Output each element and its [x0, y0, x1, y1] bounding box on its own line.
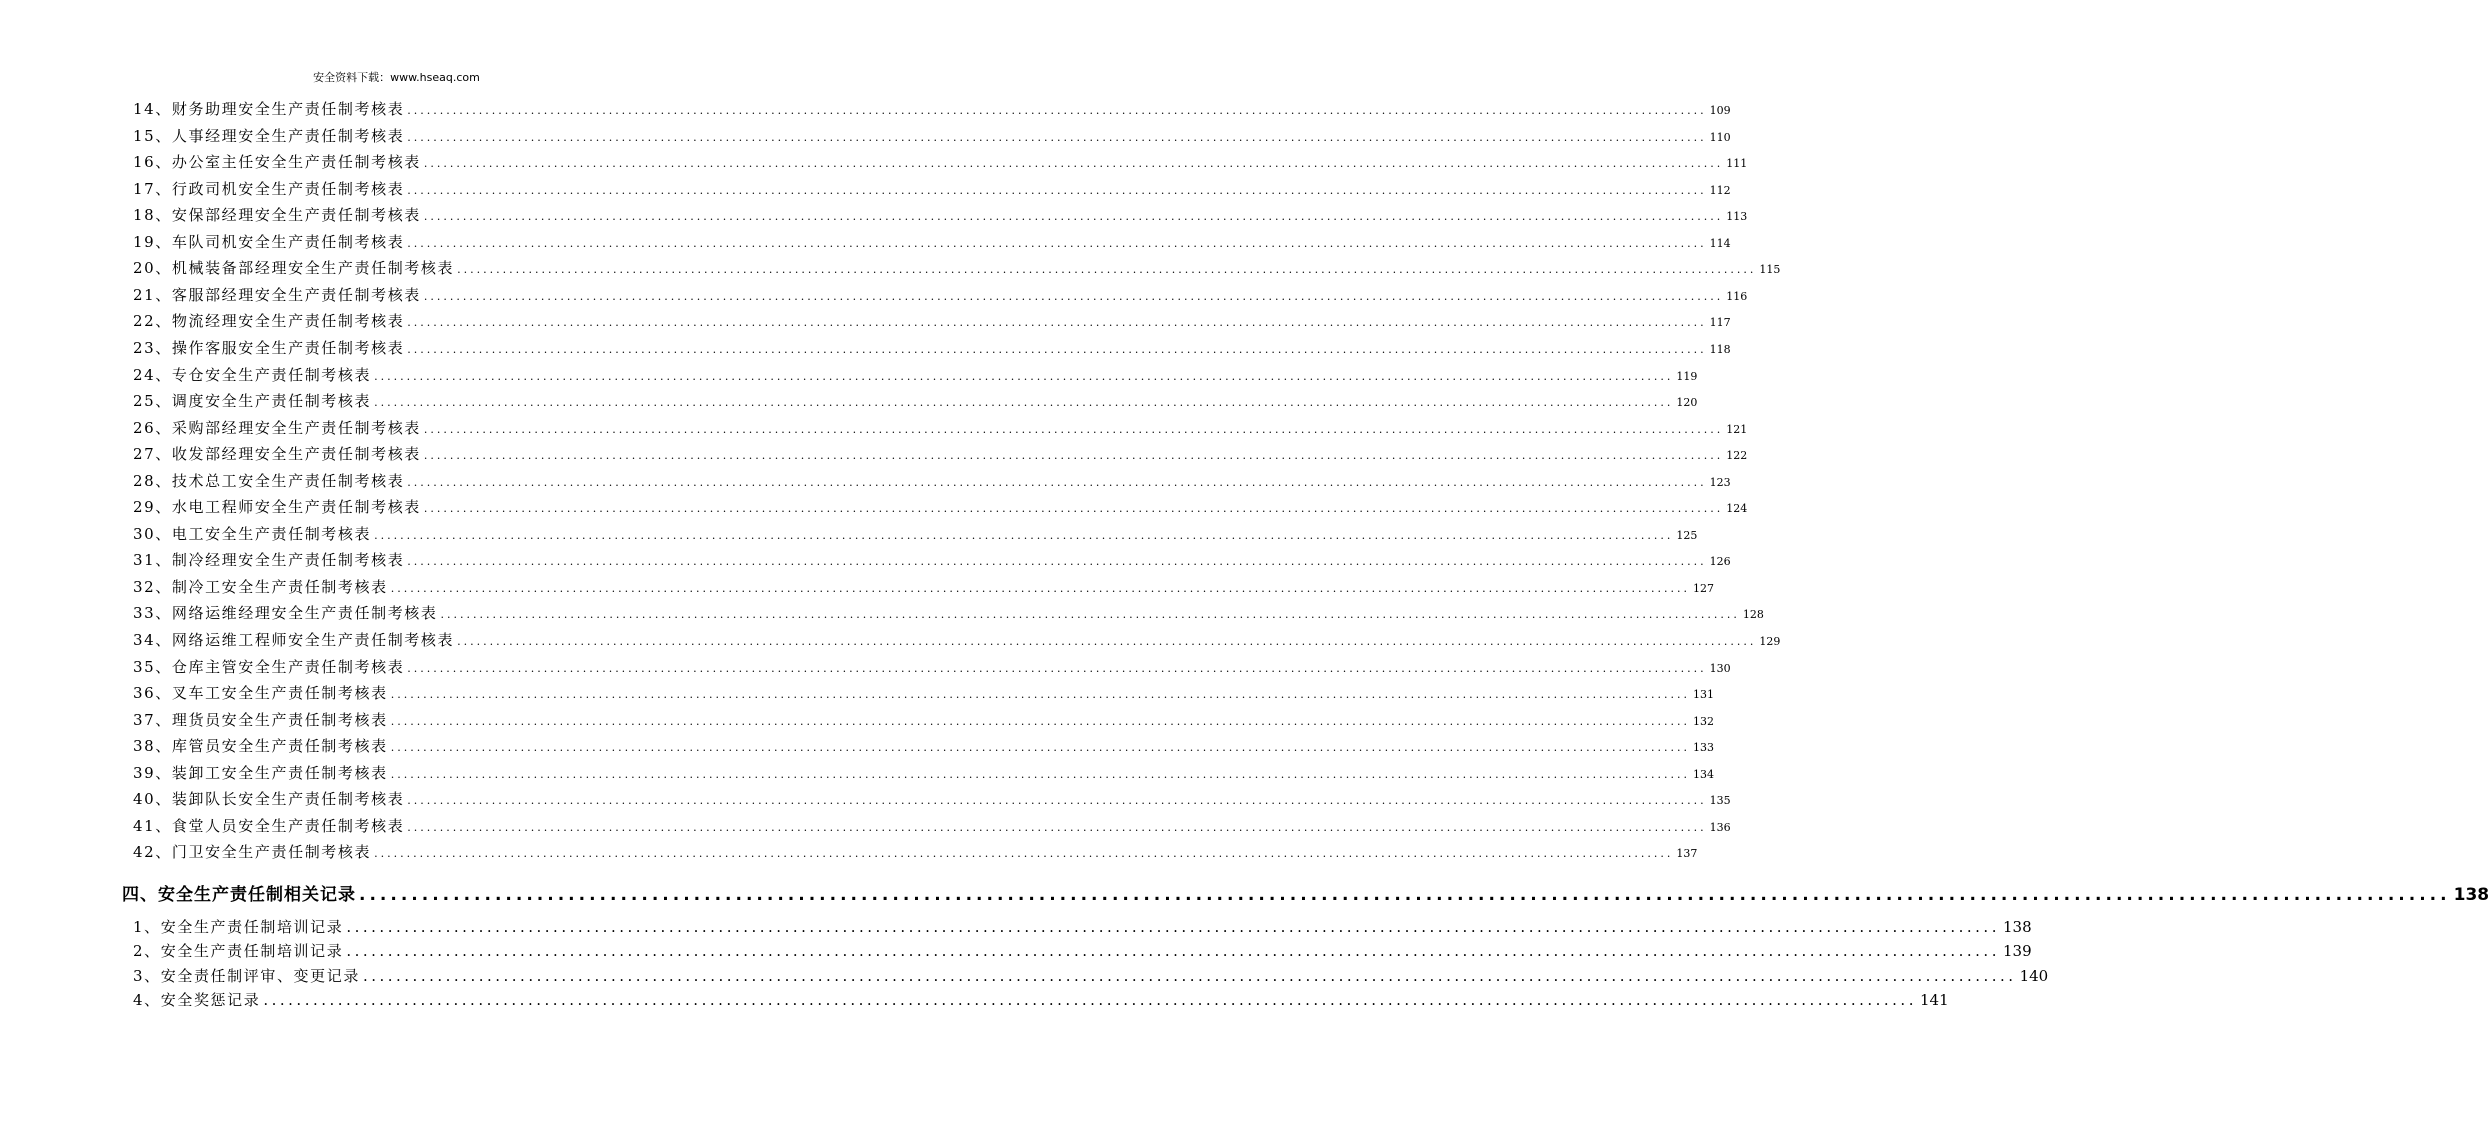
toc-entry-page: 112 [1709, 183, 1731, 197]
toc-leader-dots: ........................................................................................................................................................................................................ [423, 157, 1724, 171]
toc-leader-dots: ........................................................................................................................................................................................................ [346, 918, 2000, 936]
toc-entry[interactable] [133, 417, 1748, 441]
toc-entry[interactable] [133, 443, 1748, 467]
toc-entry-page: 131 [1693, 688, 1715, 702]
toc-entry-label: 3、安全责任制评审、变更记录 [133, 966, 360, 985]
toc-entry[interactable] [133, 125, 1731, 149]
toc-leader-dots: ........................................................................................................................................................................................................ [407, 104, 1707, 117]
toc-leader-dots: ........................................................................................................................................................................................................ [359, 885, 2451, 905]
toc-leader-dots: ........................................................................................................................................................................................................ [374, 396, 1674, 410]
toc-entry-page: 120 [1676, 396, 1698, 410]
toc-entry-label: 28、技术总工安全生产责任制考核表 [133, 471, 405, 490]
toc-entry-page: 114 [1709, 236, 1731, 250]
toc-entry[interactable] [133, 735, 1715, 759]
toc-entry[interactable] [133, 231, 1731, 255]
toc-entry-label: 41、食堂人员安全生产责任制考核表 [133, 816, 405, 835]
toc-entry-label: 20、机械装备部经理安全生产责任制考核表 [133, 259, 455, 278]
toc-entry[interactable] [133, 629, 1781, 653]
toc-section-entry[interactable] [133, 989, 1949, 1010]
toc-entry-label: 17、行政司机安全生产责任制考核表 [133, 179, 405, 198]
toc-leader-dots: ........................................................................................................................................................................................................ [390, 741, 1691, 755]
toc-entry[interactable] [133, 496, 1748, 520]
toc-entry-label: 15、人事经理安全生产责任制考核表 [133, 126, 405, 145]
toc-leader-dots: ........................................................................................................................................................................................................ [423, 289, 1724, 303]
toc-entry-page: 123 [1709, 475, 1731, 489]
toc-entry-label: 24、专仓安全生产责任制考核表 [133, 365, 372, 384]
toc-entry-page: 130 [1709, 661, 1731, 675]
toc-leader-dots: ........................................................................................................................................................................................................ [407, 183, 1707, 197]
toc-section-entry[interactable] [133, 916, 2032, 937]
toc-entry-label: 19、车队司机安全生产责任制考核表 [133, 232, 405, 251]
toc-entry-page: 115 [1759, 263, 1781, 277]
toc-leader-dots: ........................................................................................................................................................................................................ [390, 714, 1691, 728]
toc-entry[interactable] [133, 364, 1698, 388]
toc-entry[interactable] [133, 390, 1698, 414]
toc-leader-dots: ........................................................................................................................................................................................................ [457, 635, 1757, 648]
toc-entry[interactable] [133, 310, 1731, 334]
toc-entry-label: 42、门卫安全生产责任制考核表 [133, 843, 372, 862]
toc-entry-label: 1、安全生产责任制培训记录 [133, 918, 344, 936]
toc-leader-dots: ........................................................................................................................................................................................................ [390, 581, 1691, 595]
toc-leader-dots: ........................................................................................................................................................................................................ [407, 555, 1707, 569]
toc-entry-page: 116 [1726, 289, 1748, 303]
toc-leader-dots: ........................................................................................................................................................................................................ [423, 502, 1724, 516]
toc-entry-page: 129 [1759, 635, 1781, 648]
toc-entry[interactable] [133, 602, 1764, 626]
toc-entry[interactable] [133, 151, 1748, 175]
toc-entry-page: 136 [1709, 820, 1731, 834]
toc-entry-label: 16、办公室主任安全生产责任制考核表 [133, 153, 421, 172]
toc-entry-page: 119 [1676, 369, 1698, 383]
toc-leader-dots: ........................................................................................................................................................................................................ [423, 210, 1724, 224]
toc-entry-label: 36、叉车工安全生产责任制考核表 [133, 684, 388, 703]
toc-entry-label: 26、采购部经理安全生产责任制考核表 [133, 418, 421, 437]
page-header: 安全资料下载：www.hseaq.com [313, 71, 480, 84]
toc-leader-dots: ........................................................................................................................................................................................................ [423, 422, 1724, 436]
toc-leader-dots: ........................................................................................................................................................................................................ [374, 847, 1674, 861]
toc-entry[interactable] [133, 337, 1731, 361]
toc-entry-label: 2、安全生产责任制培训记录 [133, 942, 344, 961]
toc-entry-page: 122 [1726, 449, 1748, 463]
toc-entry[interactable] [133, 284, 1748, 308]
toc-entry[interactable] [133, 470, 1731, 494]
toc-entry-label: 38、库管员安全生产责任制考核表 [133, 737, 388, 756]
toc-entry-label: 23、操作客服安全生产责任制考核表 [133, 338, 405, 357]
toc-entry[interactable] [133, 178, 1731, 202]
toc-entry[interactable] [133, 841, 1698, 865]
toc-leader-dots: ........................................................................................................................................................................................................ [440, 608, 1740, 622]
toc-entry-page: 141 [1919, 990, 1949, 1009]
toc-entry-page: 125 [1676, 528, 1698, 542]
toc-entry-label: 25、调度安全生产责任制考核表 [133, 392, 372, 411]
toc-entry-label: 34、网络运维工程师安全生产责任制考核表 [133, 631, 455, 649]
toc-entry-page: 118 [1709, 342, 1731, 356]
toc-entry-label: 39、装卸工安全生产责任制考核表 [133, 763, 388, 782]
toc-entry-page: 128 [1742, 608, 1764, 622]
toc-entry-page: 139 [2002, 942, 2032, 961]
toc-entry-label: 32、制冷工安全生产责任制考核表 [133, 577, 388, 596]
toc-entry-label: 21、客服部经理安全生产责任制考核表 [133, 285, 421, 304]
toc-entry[interactable] [133, 709, 1715, 733]
toc-entry-page: 133 [1693, 741, 1715, 755]
toc-entry[interactable] [133, 523, 1698, 547]
toc-entry-page: 132 [1693, 714, 1715, 728]
toc-entry[interactable] [133, 549, 1731, 573]
toc-leader-dots: ........................................................................................................................................................................................................ [457, 263, 1757, 277]
toc-entry-page: 111 [1726, 157, 1748, 171]
toc-section-entry[interactable] [133, 965, 2049, 986]
toc-entry-page: 124 [1726, 502, 1748, 516]
toc-entry-page: 110 [1709, 130, 1731, 144]
toc-entry-label: 4、安全奖惩记录 [133, 990, 261, 1009]
toc-entry-page: 138 [2453, 885, 2489, 905]
toc-entry-label: 30、电工安全生产责任制考核表 [133, 524, 372, 543]
toc-entry[interactable] [133, 204, 1748, 228]
toc-entry-page: 138 [2002, 918, 2032, 936]
toc-entry[interactable] [133, 682, 1715, 706]
toc-entry[interactable] [133, 98, 1731, 122]
toc-entry[interactable] [133, 656, 1731, 680]
toc-section-heading[interactable] [122, 880, 2489, 905]
toc-leader-dots: ........................................................................................................................................................................................................ [407, 661, 1707, 675]
toc-entry-page: 127 [1693, 581, 1715, 595]
toc-entry[interactable] [133, 815, 1731, 839]
toc-entry-label: 四、安全生产责任制相关记录 [122, 885, 356, 905]
toc-entry-page: 137 [1676, 847, 1698, 861]
toc-leader-dots: ........................................................................................................................................................................................................ [407, 236, 1707, 250]
toc-leader-dots: ........................................................................................................................................................................................................ [407, 794, 1707, 808]
toc-leader-dots: ........................................................................................................................................................................................................ [407, 475, 1707, 489]
toc-entry-page: 135 [1709, 794, 1731, 808]
toc-entry-page: 140 [2019, 966, 2049, 985]
toc-entry-page: 121 [1726, 422, 1748, 436]
toc-entry-page: 126 [1709, 555, 1731, 569]
toc-entry-label: 40、装卸队长安全生产责任制考核表 [133, 790, 405, 809]
toc-entry-label: 37、理货员安全生产责任制考核表 [133, 710, 388, 729]
toc-entry-label: 29、水电工程师安全生产责任制考核表 [133, 498, 421, 517]
toc-entry-label: 18、安保部经理安全生产责任制考核表 [133, 206, 421, 225]
toc-entry-page: 109 [1709, 104, 1731, 117]
toc-entry-label: 33、网络运维经理安全生产责任制考核表 [133, 604, 438, 623]
toc-entry-label: 31、制冷经理安全生产责任制考核表 [133, 551, 405, 570]
toc-leader-dots: ........................................................................................................................................................................................................ [390, 767, 1691, 781]
toc-entry-label: 22、物流经理安全生产责任制考核表 [133, 312, 405, 331]
toc-leader-dots: ........................................................................................................................................................................................................ [407, 342, 1707, 356]
toc-entry-label: 27、收发部经理安全生产责任制考核表 [133, 445, 421, 464]
toc-leader-dots: ........................................................................................................................................................................................................ [407, 130, 1707, 144]
toc-leader-dots: ........................................................................................................................................................................................................ [407, 316, 1707, 330]
toc-leader-dots: ........................................................................................................................................................................................................ [374, 528, 1674, 542]
toc-entry-label: 35、仓库主管安全生产责任制考核表 [133, 657, 405, 676]
toc-leader-dots: ........................................................................................................................................................................................................ [346, 942, 2000, 961]
toc-entry[interactable] [133, 576, 1715, 600]
toc-section-entry[interactable] [133, 940, 2032, 961]
toc-leader-dots: ........................................................................................................................................................................................................ [390, 688, 1691, 702]
toc-leader-dots: ........................................................................................................................................................................................................ [374, 369, 1674, 383]
toc-entry-page: 134 [1693, 767, 1715, 781]
toc-entry[interactable] [133, 257, 1781, 281]
toc-leader-dots: ........................................................................................................................................................................................................ [263, 990, 1917, 1009]
toc-entry[interactable] [133, 762, 1715, 786]
toc-entry-page: 113 [1726, 210, 1748, 224]
toc-entry-page: 117 [1709, 316, 1731, 330]
toc-leader-dots: ........................................................................................................................................................................................................ [423, 449, 1724, 463]
toc-leader-dots: ........................................................................................................................................................................................................ [362, 966, 2017, 985]
toc-entry[interactable] [133, 788, 1731, 812]
toc-entry-label: 14、财务助理安全生产责任制考核表 [133, 100, 405, 118]
toc-leader-dots: ........................................................................................................................................................................................................ [407, 820, 1707, 834]
